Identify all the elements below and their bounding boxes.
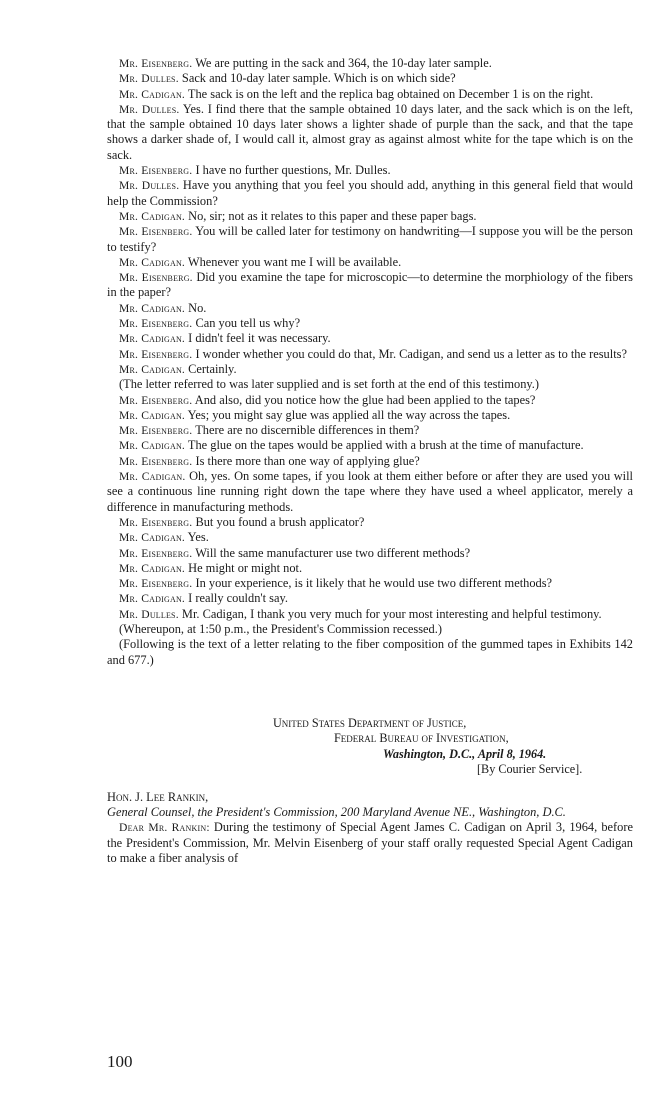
paragraph-text: And also, did you notice how the glue had been applied to the tapes? — [194, 392, 536, 407]
speaker-name: Mr. Cadigan. — [119, 332, 186, 346]
testimony-paragraph — [107, 102, 633, 163]
paragraph-text: I really couldn't say. — [188, 591, 288, 606]
speaker-name: Mr. Cadigan. — [119, 470, 186, 484]
testimony-body — [107, 56, 633, 668]
paragraph-text: In your experience, is it likely that he would use two different methods? — [195, 576, 553, 591]
speaker-name: Mr. Eisenberg. — [119, 454, 193, 468]
speaker-name: Mr. Cadigan. — [119, 561, 186, 575]
speaker-name: Mr. Cadigan. — [119, 408, 186, 422]
letterhead-delivery: [By Courier Service]. — [477, 762, 583, 777]
testimony-paragraph — [107, 637, 633, 668]
paragraph-text: Yes; you might say glue was applied all the way across the tapes. — [187, 407, 511, 422]
testimony-paragraph — [107, 423, 633, 438]
paragraph-text: I have no further questions, Mr. Dulles. — [195, 163, 391, 178]
letterhead-bureau: Federal Bureau of Investigation, — [334, 731, 509, 746]
paragraph-text: Sack and 10-day later sample. Which is on which side? — [181, 71, 456, 86]
paragraph-text: The glue on the tapes would be applied with a brush at the time of manufacture. — [187, 438, 584, 453]
testimony-paragraph — [107, 454, 633, 469]
paragraph-text: He might or might not. — [188, 560, 303, 575]
speaker-name: Mr. Cadigan. — [119, 209, 186, 223]
testimony-paragraph — [107, 607, 633, 622]
paragraph-text: (The letter referred to was later supplied and is set forth at the end of this testimony.) — [119, 377, 539, 392]
paragraph-text: You will be called later for testimony on handwriting—I suppose you will be the person to testify? — [107, 224, 633, 254]
testimony-paragraph — [107, 377, 633, 392]
paragraph-text: There are no discernible differences in them? — [195, 423, 420, 438]
testimony-paragraph — [107, 224, 633, 255]
speaker-name: Mr. Cadigan. — [119, 592, 186, 606]
paragraph-text: But you found a brush applicator? — [195, 514, 365, 529]
speaker-name: Mr. Cadigan. — [119, 255, 186, 269]
testimony-paragraph — [107, 316, 633, 331]
paragraph-text: The sack is on the left and the replica bag obtained on December 1 is on the right. — [187, 86, 594, 101]
letterhead-date: Washington, D.C., April 8, 1964. — [383, 746, 547, 761]
paragraph-text: Can you tell us why? — [195, 316, 301, 331]
speaker-name: Mr. Eisenberg. — [119, 424, 193, 438]
testimony-paragraph — [107, 362, 633, 377]
letterhead — [107, 716, 633, 778]
paragraph-text: I didn't feel it was necessary. — [188, 331, 331, 346]
paragraph-text: Yes. — [187, 530, 209, 545]
speaker-name: Mr. Dulles. — [119, 179, 180, 193]
paragraph-text: Certainly. — [188, 361, 237, 376]
paragraph-text: No, sir; not as it relates to this paper and these paper bags. — [188, 208, 477, 223]
testimony-paragraph — [107, 270, 633, 301]
speaker-name: Mr. Dulles. — [119, 102, 180, 116]
speaker-name: Mr. Eisenberg. — [119, 347, 193, 361]
testimony-paragraph — [107, 515, 633, 530]
speaker-name: Mr. Dulles. — [119, 607, 179, 621]
speaker-name: Mr. Eisenberg. — [119, 546, 193, 560]
testimony-paragraph — [107, 393, 633, 408]
speaker-name: Mr. Eisenberg. — [119, 271, 193, 285]
testimony-paragraph — [107, 347, 633, 362]
speaker-name: Mr. Eisenberg. — [119, 393, 193, 407]
speaker-name: Mr. Eisenberg. — [119, 225, 193, 239]
paragraph-text: Yes. I find there that the sample obtained 10 days later, and the sack which is on the left, that the sample obtained 10 days later shows a lighter shade of purple than the sack, and that the tape shows a darker shade of, I would call it, almost gray as against almost white for the tape which is on the sack. — [107, 101, 633, 162]
paragraph-text: Whenever you want me I will be available. — [187, 254, 402, 269]
testimony-paragraph — [107, 591, 633, 606]
speaker-name: Mr. Cadigan. — [119, 439, 186, 453]
speaker-name: Mr. Eisenberg. — [119, 515, 193, 529]
testimony-paragraph — [107, 178, 633, 209]
testimony-paragraph — [107, 56, 633, 71]
testimony-paragraph — [107, 301, 633, 316]
testimony-paragraph — [107, 71, 633, 86]
paragraph-text: Is there more than one way of applying glue? — [195, 453, 420, 468]
paragraph-text: I wonder whether you could do that, Mr. Cadigan, and send us a letter as to the results? — [195, 346, 627, 361]
testimony-paragraph — [107, 530, 633, 545]
paragraph-text: We are putting in the sack and 364, the 10-day later sample. — [195, 56, 492, 70]
testimony-paragraph — [107, 87, 633, 102]
testimony-paragraph — [107, 561, 633, 576]
letter-salutation-paragraph — [107, 820, 633, 866]
salutation-text: During the testimony of Special Agent James C. Cadigan on April 3, 1964, before the President's Commission, Mr. Melvin Eisenberg of your staff orally requested Special Agent Cadigan to make a fiber analysis of — [107, 820, 633, 866]
speaker-name: Mr. Eisenberg. — [119, 317, 193, 331]
letterhead-department: United States Department of Justice, — [273, 715, 467, 730]
speaker-name: Mr. Cadigan. — [119, 301, 186, 315]
paragraph-text: Oh, yes. On some tapes, if you look at them either before or after they are used you will see a continuous line running right down the tape where they have used a wheel applicator, merely a difference in manufacturing methods. — [107, 469, 633, 514]
addressee-name: Hon. J. Lee Rankin, — [107, 789, 209, 804]
paragraph-text: Did you examine the tape for microscopic—to determine the morphiology of the fibers in the paper? — [107, 270, 633, 300]
speaker-name: Mr. Eisenberg. — [119, 577, 193, 591]
testimony-paragraph — [107, 576, 633, 591]
letter-address — [107, 790, 633, 821]
testimony-paragraph — [107, 622, 633, 637]
salutation: Dear Mr. Rankin: — [119, 821, 210, 835]
paragraph-text: (Whereupon, at 1:50 p.m., the President's Commission recessed.) — [119, 621, 442, 636]
speaker-name: Mr. Cadigan. — [119, 87, 186, 101]
testimony-paragraph — [107, 255, 633, 270]
testimony-paragraph — [107, 209, 633, 224]
speaker-name: Mr. Eisenberg. — [119, 57, 193, 70]
testimony-paragraph — [107, 438, 633, 453]
paragraph-text: Mr. Cadigan, I thank you very much for your most interesting and helpful testimony. — [181, 606, 602, 621]
page-number: 100 — [107, 1052, 133, 1071]
testimony-paragraph — [107, 546, 633, 561]
speaker-name: Mr. Cadigan. — [119, 362, 186, 376]
addressee-title: General Counsel, the President's Commission, 200 Maryland Avenue NE., Washington, D.C. — [107, 805, 566, 820]
paragraph-text: No. — [188, 300, 207, 315]
speaker-name: Mr. Dulles. — [119, 72, 179, 86]
document-page — [107, 56, 633, 866]
speaker-name: Mr. Eisenberg. — [119, 164, 193, 178]
testimony-paragraph — [107, 469, 633, 515]
paragraph-text: Will the same manufacturer use two different methods? — [195, 545, 471, 560]
testimony-paragraph — [107, 163, 633, 178]
paragraph-text: (Following is the text of a letter relating to the fiber composition of the gummed tapes in Exhibits 142 and 677.) — [107, 637, 633, 667]
testimony-paragraph — [107, 408, 633, 423]
speaker-name: Mr. Cadigan. — [119, 531, 186, 545]
paragraph-text: Have you anything that you feel you should add, anything in this general field that would help the Commission? — [107, 178, 633, 208]
testimony-paragraph — [107, 331, 633, 346]
